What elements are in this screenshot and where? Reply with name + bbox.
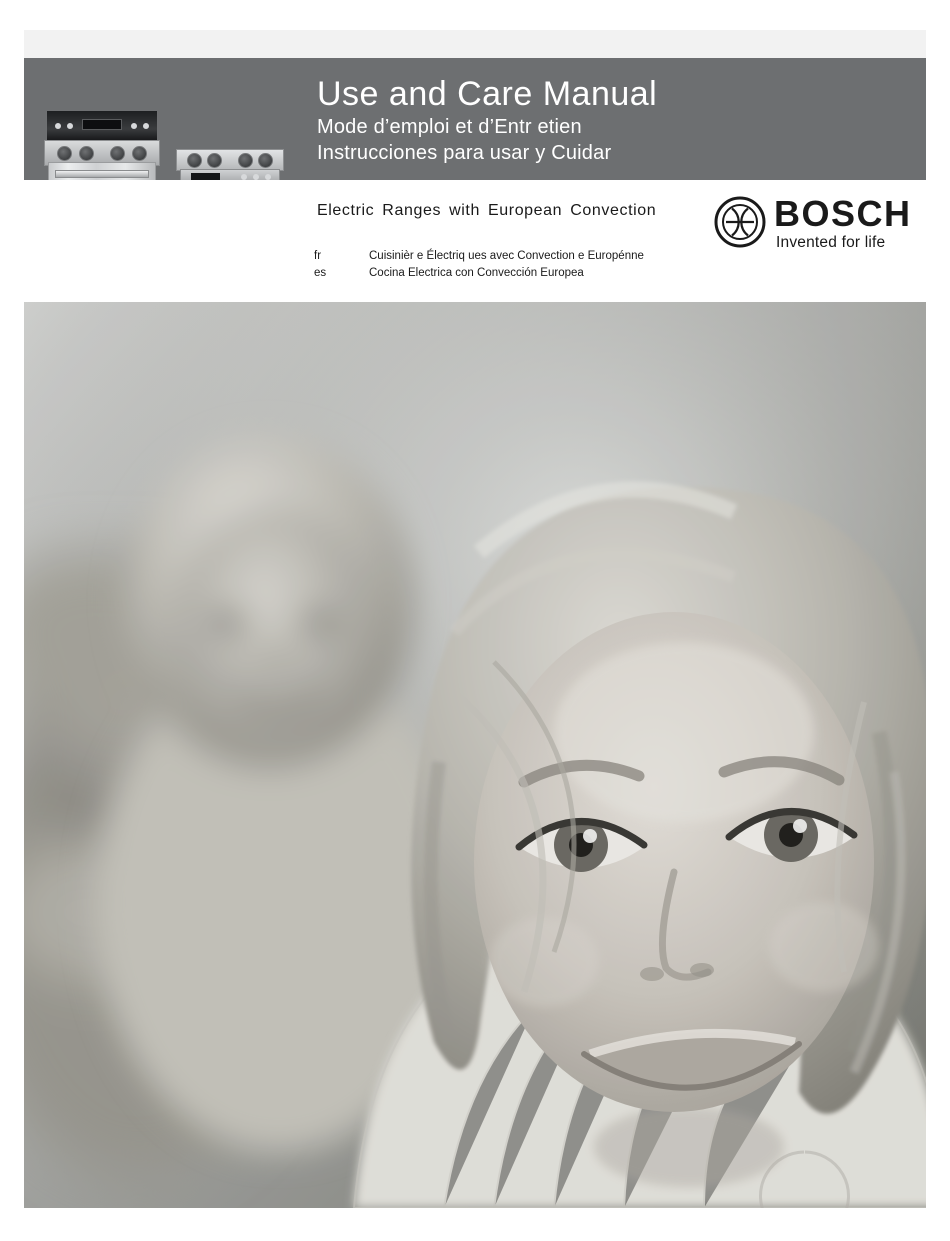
subheader xyxy=(24,180,926,302)
range-knob xyxy=(55,123,61,129)
manual-title-french: Mode d’emploi et d’Entr etien xyxy=(317,116,582,138)
cooktop-burner xyxy=(57,146,72,161)
cooktop-burner xyxy=(238,153,253,168)
bosch-logo xyxy=(714,194,929,274)
oven-door-handle xyxy=(55,170,148,178)
slide-in-cooktop xyxy=(176,149,284,171)
language-row xyxy=(314,265,644,282)
language-title: Cuisinièr e Électriq ues avec Convection e Europénne xyxy=(369,250,644,262)
bosch-tagline: Invented for life xyxy=(776,234,886,251)
manual-title-english: Use and Care Manual xyxy=(317,75,658,113)
language-code: es xyxy=(314,267,327,279)
language-title: Cocina Electrica con Convección Europea xyxy=(369,267,584,279)
range-knob xyxy=(131,123,137,129)
language-variants xyxy=(314,248,644,282)
range-backguard xyxy=(46,110,158,142)
range-display-panel xyxy=(82,119,121,130)
bosch-wordmark: BOSCH xyxy=(774,193,912,234)
range-knob xyxy=(67,123,73,129)
bottom-margin-strip xyxy=(0,1208,950,1241)
language-code: fr xyxy=(314,250,322,262)
cooktop-burner xyxy=(110,146,125,161)
cooktop-burner xyxy=(132,146,147,161)
cooktop-burner xyxy=(258,153,273,168)
cover-photograph xyxy=(24,302,926,1208)
cooktop-burner xyxy=(187,153,202,168)
top-margin-strip xyxy=(24,30,926,58)
cooktop-burner xyxy=(207,153,222,168)
header-titles xyxy=(317,74,657,166)
bosch-circle-mark-icon xyxy=(714,196,766,253)
cooktop-burner xyxy=(79,146,94,161)
product-line-label: Electric Ranges with European Convection xyxy=(317,202,657,219)
language-row xyxy=(314,248,644,265)
range-knob xyxy=(143,123,149,129)
manual-title-spanish: Instrucciones para usar y Cuidar xyxy=(317,142,612,164)
